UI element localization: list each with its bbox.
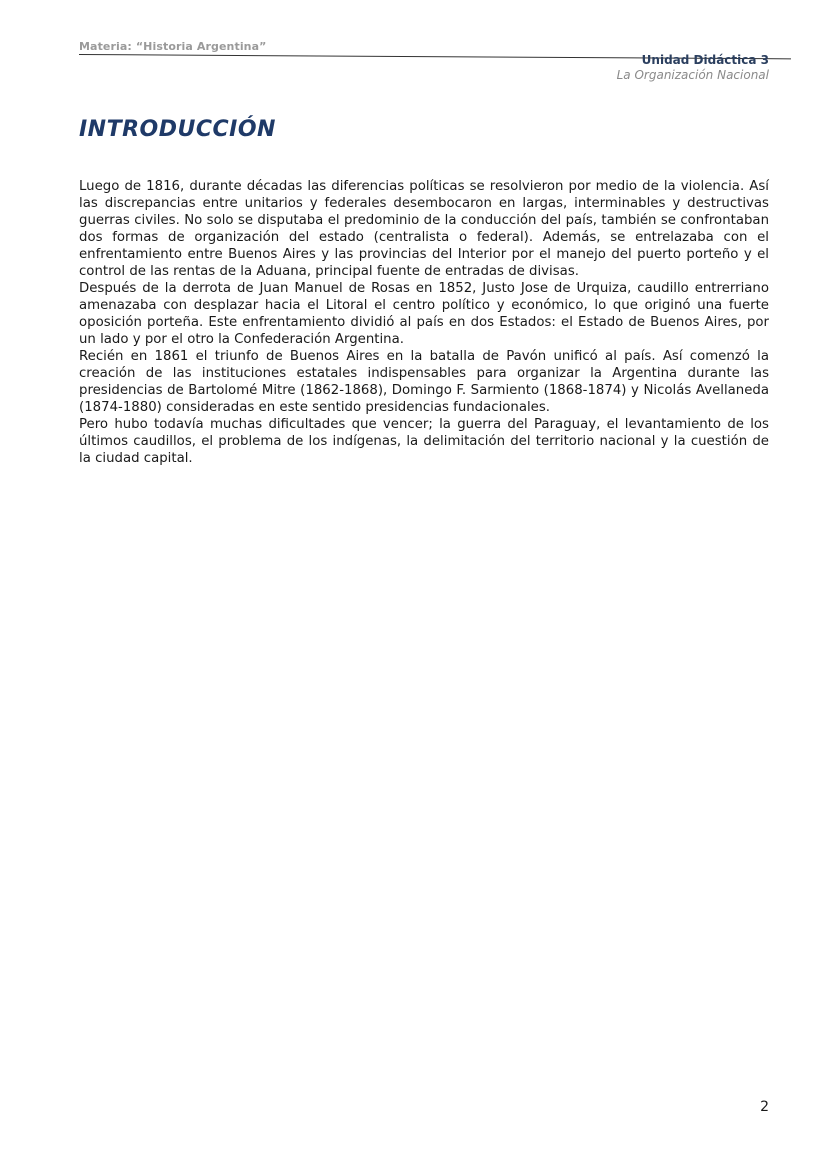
paragraph: Después de la derrota de Juan Manuel de Rosas en 1852, Justo Jose de Urquiza, caudillo entrerriano amenazaba con desplazar hacia el Litoral el centro político y económico, lo que originó una fuerte oposición porteña. Este enfrentamiento dividió al país en dos Estados: el Estado de Buenos Aires, por un lado y por el otro la Confederación Argentina.	[79, 281, 769, 347]
unit-title: Unidad Didáctica 3	[641, 53, 769, 67]
paragraph: Recién en 1861 el triunfo de Buenos Aires en la batalla de Pavón unificó al país. Así comenzó la creación de las instituciones estatales indispensables para organizar la Argentina durante las presidencias de Bartolomé Mitre (1862-1868), Domingo F. Sarmiento (1868-1874) y Nicolás Avellaneda (1874-1880) consideradas en este sentido presidencias fundacionales.	[79, 349, 769, 415]
section-title: INTRODUCCIÓN	[79, 117, 276, 142]
paragraph: Luego de 1816, durante décadas las diferencias políticas se resolvieron por medio de la violencia. Así las discrepancias entre unitarios y federales desembocaron en largas, interminables y destructivas guerras civiles. No solo se disputaba el predominio de la conducción del país, también se confrontaban dos formas de organización del estado (centralista o federal). Además, se entrelazaba con el enfrentamiento entre Buenos Aires y las provincias del Interior por el manejo del puerto porteño y el control de las rentas de la Aduana, principal fuente de entradas de divisas.	[79, 179, 769, 279]
body-text	[79, 178, 769, 467]
unit-subtitle: La Organización Nacional	[616, 68, 769, 82]
subject-header: Materia: “Historia Argentina”	[79, 40, 267, 53]
unit-header	[617, 53, 769, 83]
page-number: 2	[760, 1099, 769, 1115]
paragraph: Pero hubo todavía muchas dificultades que vencer; la guerra del Paraguay, el levantamiento de los últimos caudillos, el problema de los indígenas, la delimitación del territorio nacional y la cuestión de la ciudad capital.	[79, 417, 769, 466]
